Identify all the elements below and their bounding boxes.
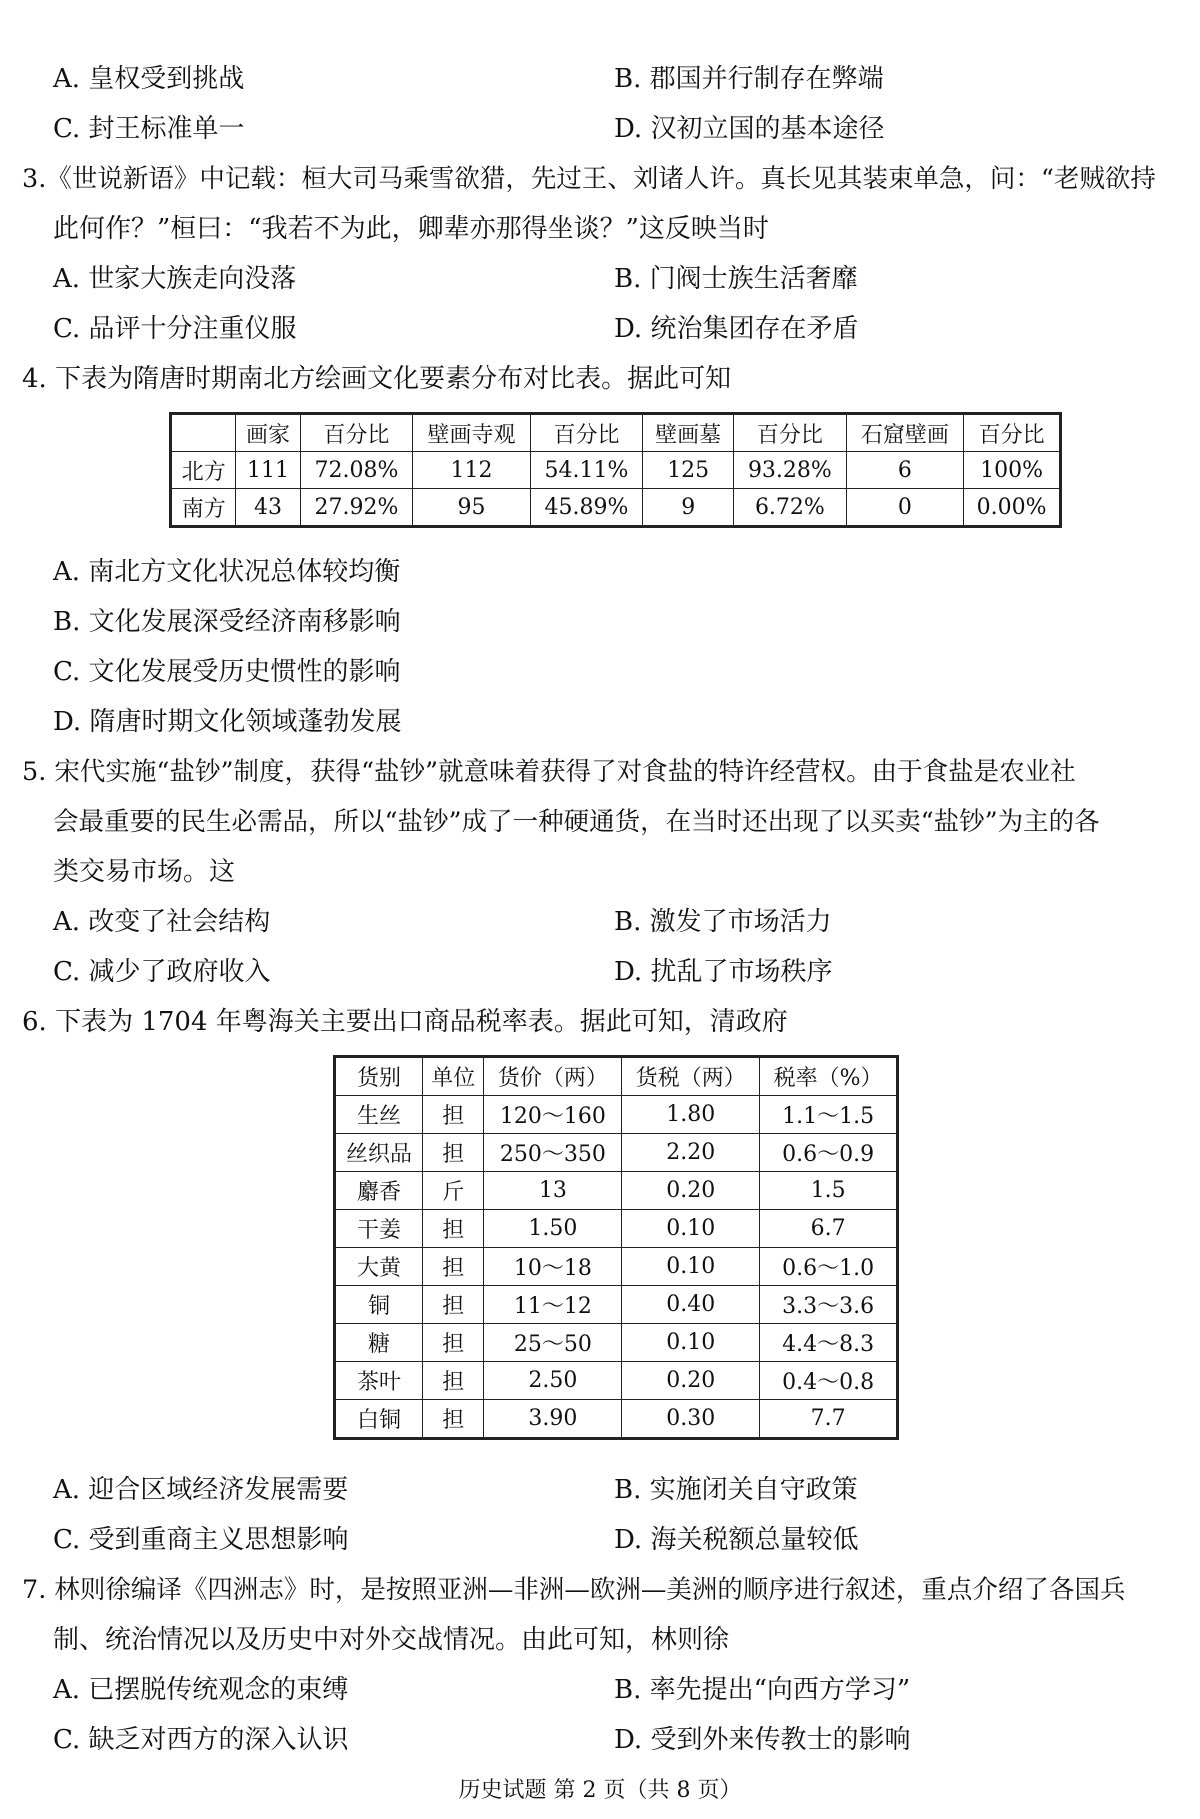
q6-option-d: D. 海关税额总量较低 xyxy=(614,1525,859,1555)
table-cell: 干姜 xyxy=(335,1210,423,1248)
table-cell: 2.50 xyxy=(484,1362,622,1400)
table-cell: 54.11% xyxy=(530,452,643,489)
page-footer: 历史试题 第 2 页（共 8 页） xyxy=(458,1778,742,1803)
table-row xyxy=(335,1324,898,1362)
table-cell: 生丝 xyxy=(335,1096,423,1134)
table-cell: 壁画寺观 xyxy=(413,414,531,452)
table-row xyxy=(171,452,1061,489)
table-cell: 税率（%） xyxy=(760,1057,898,1096)
q4-stem: 4. 下表为隋唐时期南北方绘画文化要素分布对比表。据此可知 xyxy=(22,364,732,394)
table-cell: 7.7 xyxy=(760,1400,898,1439)
table-cell: 95 xyxy=(413,489,531,527)
table-cell: 3.90 xyxy=(484,1400,622,1439)
table-cell: 10～18 xyxy=(484,1248,622,1286)
table-cell: 250～350 xyxy=(484,1134,622,1172)
q5-stem-line1: 5. 宋代实施“盐钞”制度，获得“盐钞”就意味着获得了对食盐的特许经营权。由于食盐是农业社 xyxy=(22,757,1076,787)
q2-option-a: A. 皇权受到挑战 xyxy=(53,64,245,94)
table-cell: 担 xyxy=(423,1096,484,1134)
table-cell: 43 xyxy=(236,489,300,527)
table-cell: 白铜 xyxy=(335,1400,423,1439)
q2-option-b: B. 郡国并行制存在弊端 xyxy=(614,64,884,94)
table-cell: 担 xyxy=(423,1324,484,1362)
table-cell: 0.00% xyxy=(964,489,1061,527)
q6-option-b: B. 实施闭关自守政策 xyxy=(614,1475,858,1505)
table-cell: 25～50 xyxy=(484,1324,622,1362)
table-row xyxy=(335,1400,898,1439)
table-row xyxy=(335,1210,898,1248)
table-cell: 0.40 xyxy=(622,1286,760,1324)
q3-option-c: C. 品评十分注重仪服 xyxy=(53,314,297,344)
table-cell: 百分比 xyxy=(964,414,1061,452)
table-cell: 货税（两） xyxy=(622,1057,760,1096)
q3-option-a: A. 世家大族走向没落 xyxy=(53,264,297,294)
q7-stem-line2: 制、统治情况以及历史中对外交战情况。由此可知，林则徐 xyxy=(53,1625,730,1655)
q7-option-d: D. 受到外来传教士的影响 xyxy=(614,1725,911,1755)
q6-option-a: A. 迎合区域经济发展需要 xyxy=(53,1475,349,1505)
table-row xyxy=(335,1362,898,1400)
table-row xyxy=(335,1286,898,1324)
table-row xyxy=(335,1172,898,1210)
table-cell: 0.10 xyxy=(622,1210,760,1248)
table-cell: 9 xyxy=(643,489,734,527)
table-cell: 茶叶 xyxy=(335,1362,423,1400)
table-row xyxy=(335,1134,898,1172)
table-cell: 2.20 xyxy=(622,1134,760,1172)
q3-option-d: D. 统治集团存在矛盾 xyxy=(614,314,859,344)
q7-option-c: C. 缺乏对西方的深入认识 xyxy=(53,1725,349,1755)
table-cell: 1.1～1.5 xyxy=(760,1096,898,1134)
table-cell: 0 xyxy=(846,489,964,527)
q2-option-c: C. 封王标准单一 xyxy=(53,114,245,144)
table-row xyxy=(171,489,1061,527)
q6-stem: 6. 下表为 1704 年粤海关主要出口商品税率表。据此可知，清政府 xyxy=(22,1007,788,1037)
table-cell: 120～160 xyxy=(484,1096,622,1134)
table-cell: 担 xyxy=(423,1362,484,1400)
q4-table xyxy=(169,412,1062,528)
q6-option-c: C. 受到重商主义思想影响 xyxy=(53,1525,349,1555)
q5-stem-line3: 类交易市场。这 xyxy=(53,857,236,887)
q5-option-a: A. 改变了社会结构 xyxy=(53,907,271,937)
table-cell: 112 xyxy=(413,452,531,489)
table-cell: 糖 xyxy=(335,1324,423,1362)
table-cell: 南方 xyxy=(171,489,236,527)
table-cell: 6.72% xyxy=(734,489,847,527)
table-cell: 担 xyxy=(423,1286,484,1324)
table-cell: 画家 xyxy=(236,414,300,452)
q5-option-c: C. 减少了政府收入 xyxy=(53,957,271,987)
table-cell: 93.28% xyxy=(734,452,847,489)
table-cell: 6.7 xyxy=(760,1210,898,1248)
table-cell: 11～12 xyxy=(484,1286,622,1324)
table-cell: 斤 xyxy=(423,1172,484,1210)
table-cell: 0.10 xyxy=(622,1248,760,1286)
table-cell: 担 xyxy=(423,1210,484,1248)
table-cell: 麝香 xyxy=(335,1172,423,1210)
table-cell: 6 xyxy=(846,452,964,489)
q5-option-b: B. 激发了市场活力 xyxy=(614,907,832,937)
q7-stem-line1: 7. 林则徐编译《四洲志》时，是按照亚洲—非洲—欧洲—美洲的顺序进行叙述，重点介绍了各国兵 xyxy=(22,1575,1126,1605)
table-header-row xyxy=(335,1057,898,1096)
q3-stem-line1: 3.《世说新语》中记载：桓大司马乘雪欲猎，先过王、刘诸人许。真长见其装束单急，问：“老贼欲持 xyxy=(22,164,1156,194)
table-cell: 担 xyxy=(423,1134,484,1172)
table-row xyxy=(335,1248,898,1286)
table-cell: 111 xyxy=(236,452,300,489)
table-row xyxy=(335,1096,898,1134)
table-cell: 0.20 xyxy=(622,1362,760,1400)
table-cell: 货价（两） xyxy=(484,1057,622,1096)
table-cell: 百分比 xyxy=(734,414,847,452)
table-cell: 百分比 xyxy=(530,414,643,452)
table-cell: 0.6～1.0 xyxy=(760,1248,898,1286)
table-cell: 4.4～8.3 xyxy=(760,1324,898,1362)
table-cell: 0.4～0.8 xyxy=(760,1362,898,1400)
table-cell: 0.10 xyxy=(622,1324,760,1362)
table-cell: 石窟壁画 xyxy=(846,414,964,452)
table-cell: 3.3～3.6 xyxy=(760,1286,898,1324)
table-cell: 北方 xyxy=(171,452,236,489)
table-cell: 担 xyxy=(423,1248,484,1286)
q4-option-c: C. 文化发展受历史惯性的影响 xyxy=(53,657,401,687)
q2-option-d: D. 汉初立国的基本途径 xyxy=(614,114,885,144)
q7-option-a: A. 已摆脱传统观念的束缚 xyxy=(53,1675,349,1705)
table-cell: 百分比 xyxy=(300,414,413,452)
table-cell: 1.80 xyxy=(622,1096,760,1134)
q4-option-a: A. 南北方文化状况总体较均衡 xyxy=(53,557,401,587)
table-cell: 单位 xyxy=(423,1057,484,1096)
table-header-row xyxy=(171,414,1061,452)
table-cell: 13 xyxy=(484,1172,622,1210)
q5-stem-line2: 会最重要的民生必需品，所以“盐钞”成了一种硬通货，在当时还出现了以买卖“盐钞”为主的各 xyxy=(53,807,1100,837)
table-cell: 100% xyxy=(964,452,1061,489)
table-cell: 1.5 xyxy=(760,1172,898,1210)
table-cell: 0.20 xyxy=(622,1172,760,1210)
table-cell: 铜 xyxy=(335,1286,423,1324)
table-cell: 壁画墓 xyxy=(643,414,734,452)
table-cell xyxy=(171,414,236,452)
table-cell: 27.92% xyxy=(300,489,413,527)
table-cell: 72.08% xyxy=(300,452,413,489)
table-cell: 0.6～0.9 xyxy=(760,1134,898,1172)
q4-option-b: B. 文化发展深受经济南移影响 xyxy=(53,607,401,637)
table-cell: 1.50 xyxy=(484,1210,622,1248)
table-cell: 丝织品 xyxy=(335,1134,423,1172)
q6-table xyxy=(333,1055,899,1440)
table-cell: 大黄 xyxy=(335,1248,423,1286)
table-cell: 45.89% xyxy=(530,489,643,527)
table-cell: 125 xyxy=(643,452,734,489)
table-cell: 0.30 xyxy=(622,1400,760,1439)
table-cell: 担 xyxy=(423,1400,484,1439)
q4-option-d: D. 隋唐时期文化领域蓬勃发展 xyxy=(53,707,402,737)
q7-option-b: B. 率先提出“向西方学习” xyxy=(614,1675,911,1705)
q5-option-d: D. 扰乱了市场秩序 xyxy=(614,957,833,987)
table-cell: 货别 xyxy=(335,1057,423,1096)
q3-option-b: B. 门阀士族生活奢靡 xyxy=(614,264,858,294)
q3-stem-line2: 此何作？”桓曰：“我若不为此，卿辈亦那得坐谈？”这反映当时 xyxy=(53,214,769,244)
